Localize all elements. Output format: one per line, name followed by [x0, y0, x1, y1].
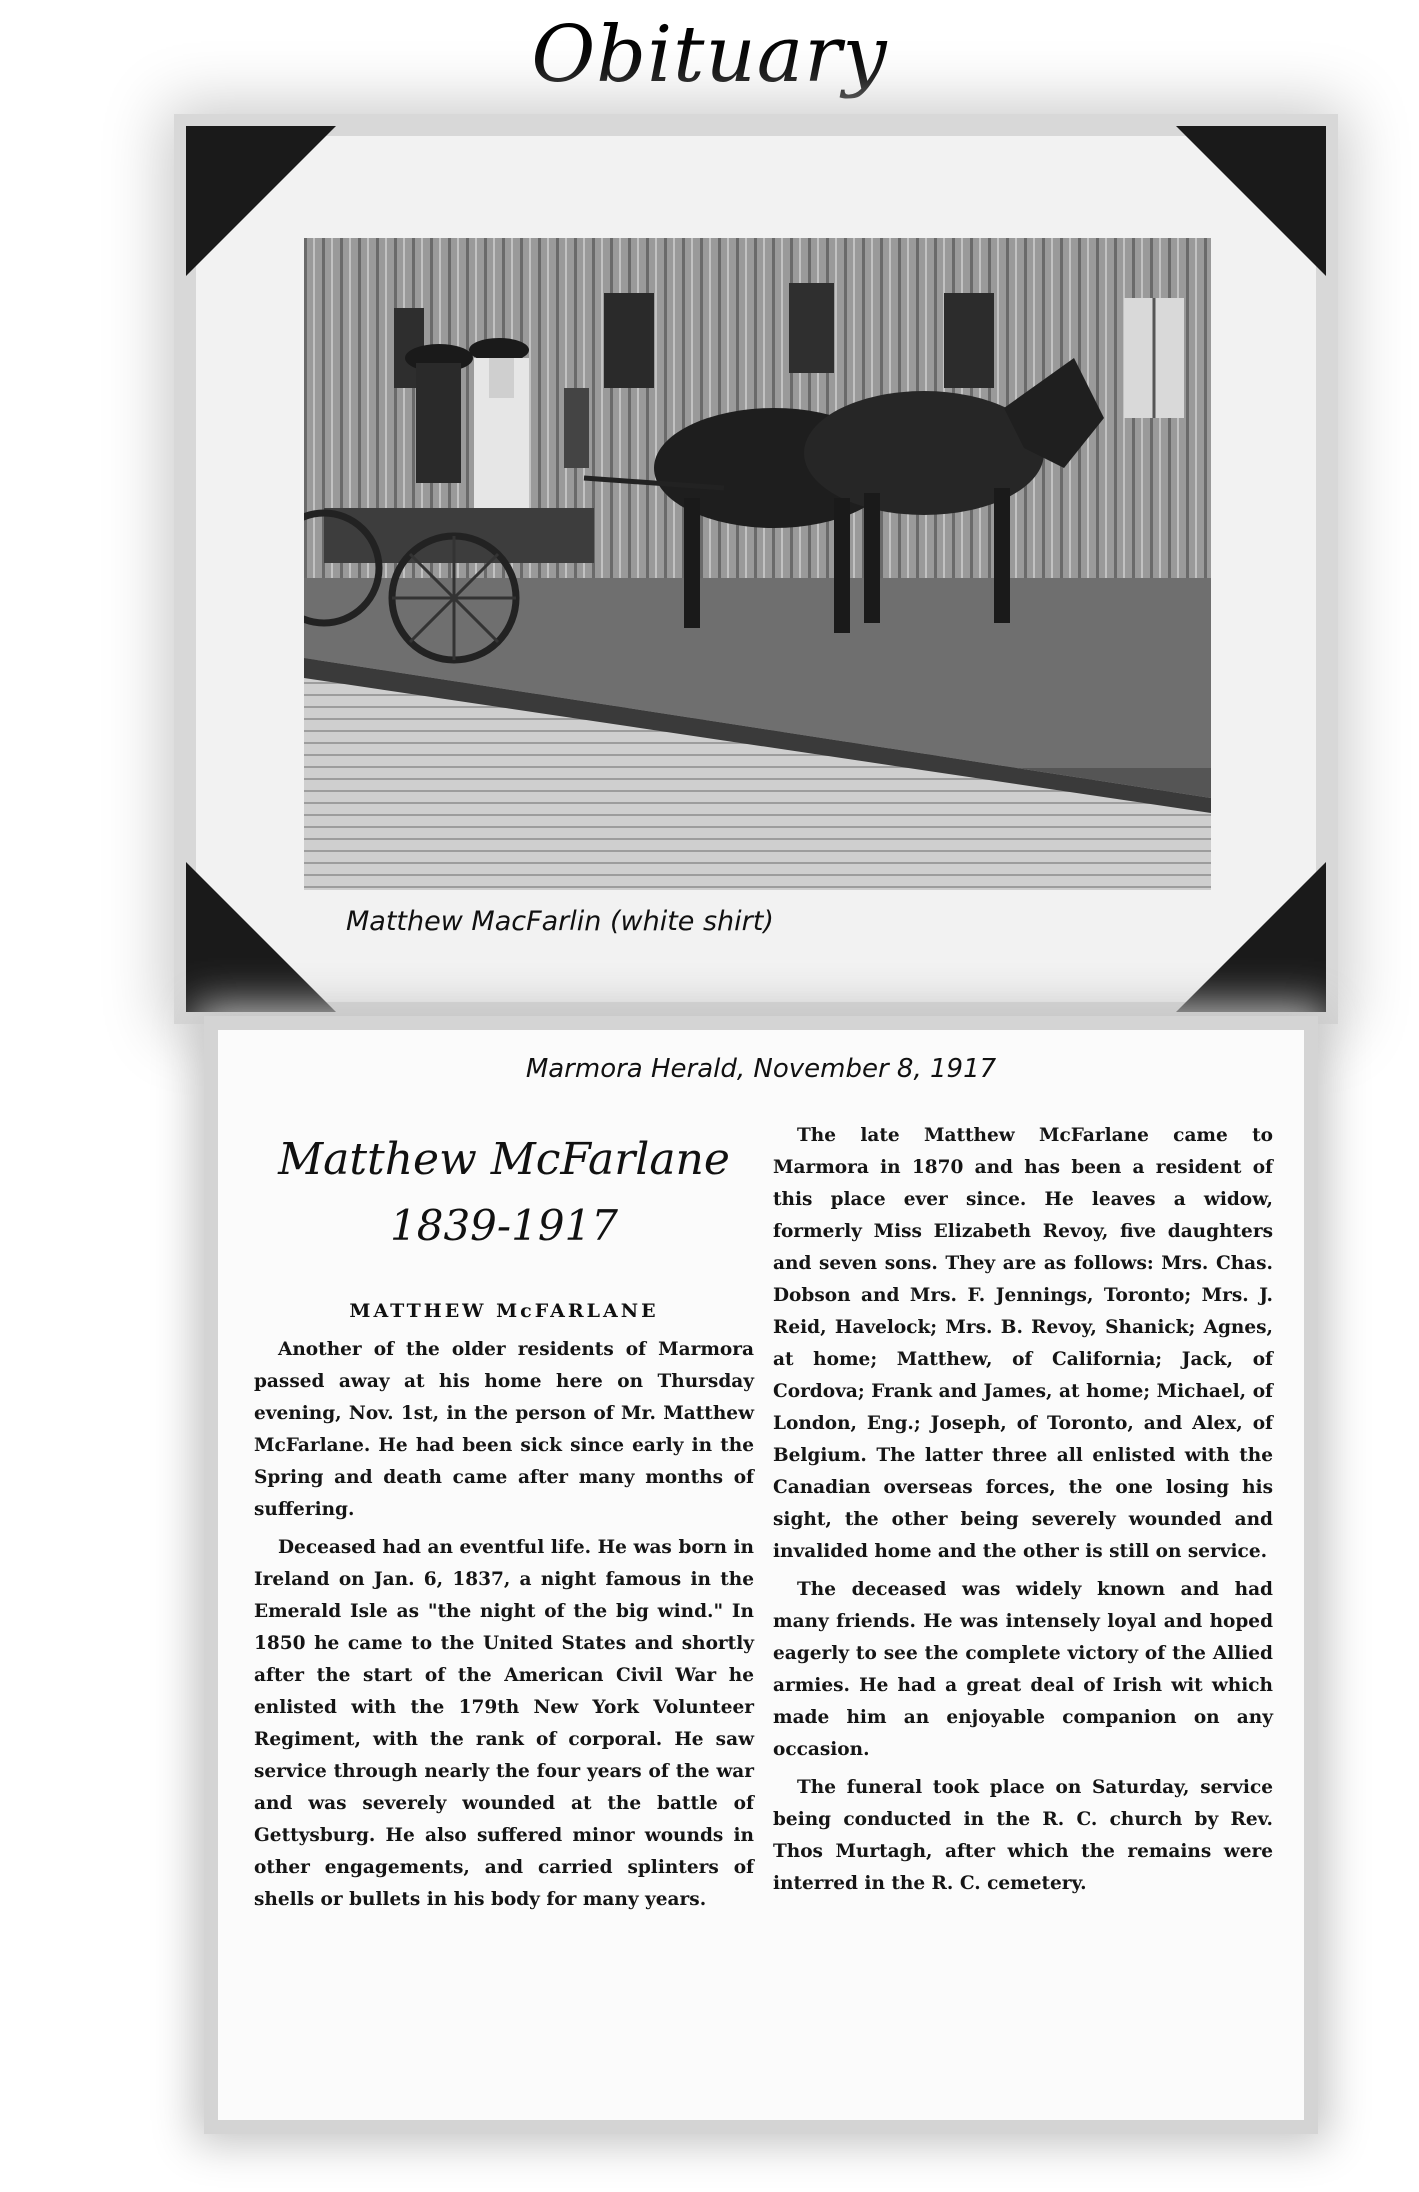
page-title: Obituary [531, 10, 888, 100]
obituary-name: Matthew McFarlane [278, 1134, 730, 1185]
obituary-years: 1839-1917 [390, 1201, 618, 1250]
newspaper-clipping [218, 1030, 1304, 2120]
article-paragraph: The late Matthew McFarlane came to Marmora in 1870 and has been a resident of this place ever since. He leaves a widow, formerly Miss Elizabeth Revoy, five daughters and seven sons. They are as follows: Mrs. Chas. Dobson and Mrs. F. Jennings, Toronto; Mrs. J. Reid, Havelock; Mrs. B. Revoy, Shanick; Agnes, at home; Matthew, of California; Jack, of Cordova; Frank and James, at home; Michael, of London, Eng.; Joseph, of Toronto, and Alex, of Belgium. The latter three all enlisted with the Canadian overseas forces, the one losing his sight, the other being severely wounded and invalided home and the other is still on service. [773, 1125, 1273, 1562]
clipping-source: Marmora Herald, November 8, 1917 [525, 1054, 997, 1084]
photo-caption: Matthew MacFarlin (white shirt) [346, 906, 774, 937]
article-paragraph: Another of the older residents of Marmora passed away at his home here on Thursday evening, Nov. 1st, in the person of Mr. Matthew McFarlane. He had been sick since early in the Spring and death came after many months of suffering. [254, 1339, 754, 1520]
article-headline: MATTHEW McFARLANE [349, 1300, 659, 1322]
clipping-right-column [773, 1120, 1273, 1906]
historic-photo [304, 238, 1211, 890]
article-paragraph: The funeral took place on Saturday, service being conducted in the R. C. church by Rev. Thos Murtagh, after which the remains were interred in the R. C. cemetery. [773, 1777, 1273, 1894]
horse-wagon-photo [304, 238, 1211, 890]
photo-mount [196, 136, 1316, 1002]
clipping-left-column [254, 1120, 754, 1922]
article-paragraph: Deceased had an eventful life. He was born in Ireland on Jan. 6, 1837, a night famous in the Emerald Isle as "the night of the big wind." In 1850 he came to the United States and shortly after the start of the American Civil War he enlisted with the 179th New York Volunteer Regiment, with the rank of corporal. He saw service through nearly the four years of the war and was severely wounded at the battle of Gettysburg. He also suffered minor wounds in other engagements, and carried splinters of shells or bullets in his body for many years. [254, 1537, 754, 1910]
article-paragraph: The deceased was widely known and had many friends. He was intensely loyal and hoped eagerly to see the complete victory of the Allied armies. He had a great deal of Irish wit which made him an enjoyable companion on any occasion. [773, 1579, 1273, 1760]
